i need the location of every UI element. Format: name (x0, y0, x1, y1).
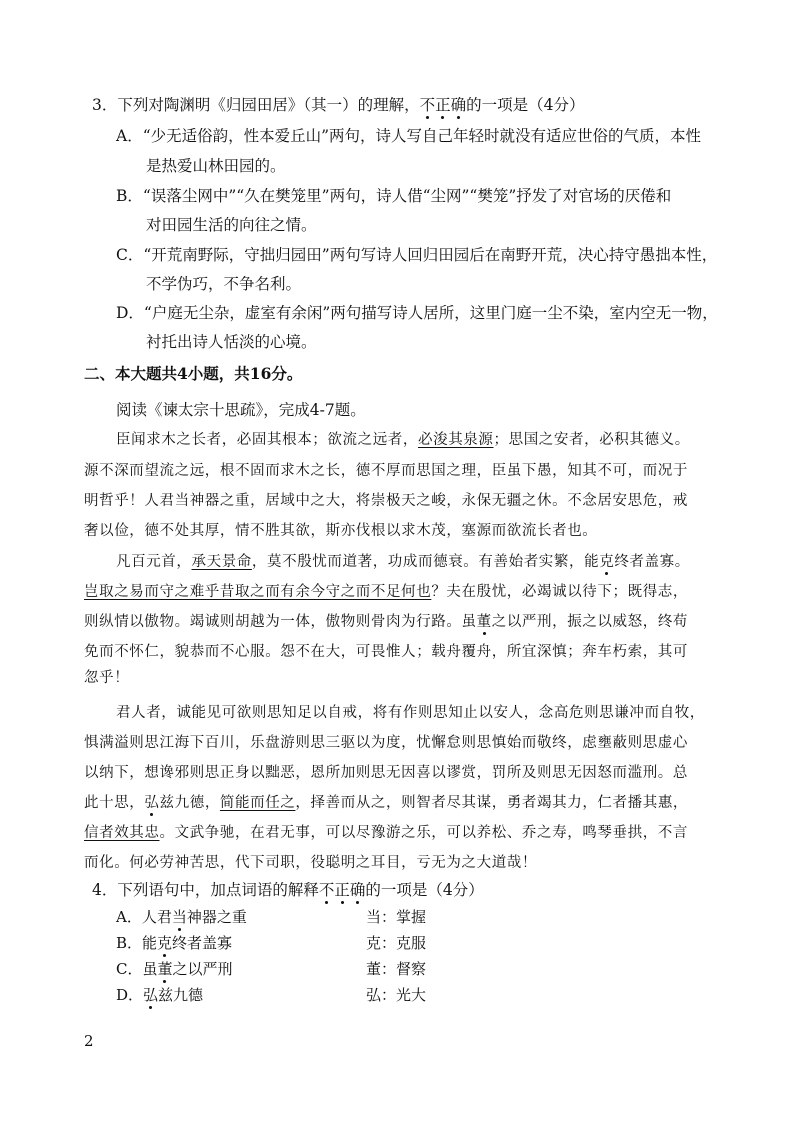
passage-line: 惧满溢则思江海下百川，乐盘游则思三驱以为度，忧懈怠则思慎始而敬终，虑壅蔽则思虚心 (84, 735, 688, 751)
passage-line: 凡百元首，承天景命，莫不殷忧而道著，功成而德衰。有善始者实繁，能克终者盖寡。 (116, 554, 690, 570)
dotted-char: 确 (450, 96, 467, 114)
passage-line: 此十思，弘兹九德，简能而任之，择善而从之，则智者尽其谋，勇者竭其力，仁者播其惠， (84, 795, 689, 811)
passage-line: 则纵情以傲物。竭诚则胡越为一体，傲物则骨肉为行路。虽董之以严刑，振之以威怒，终苟 (84, 614, 689, 630)
q3-option-d: D．“户庭无尘杂，虚室有余闲”两句描写诗人居所，这里门庭一尘不染，室内空无一物， (116, 304, 718, 322)
dotted-word: 当 (171, 908, 187, 926)
underlined-phrase: 承天景命 (191, 554, 252, 570)
q3-option-c: C．“开荒南野际，守拙归园田”两句写诗人回归田园后在南野开荒，决心持守愚拙本性， (116, 246, 718, 264)
underlined-phrase: 简能而任之 (219, 795, 296, 811)
q4-gloss-d: 弘：光大 (366, 986, 427, 1004)
q4-option-b: B．能克终者盖寡 (116, 934, 233, 952)
q3-option-b: B．“误落尘网中”“久在樊笼里”两句，诗人借“尘网”“樊笼”抒发了对官场的厌倦和 (116, 187, 672, 205)
dotted-word: 克 (599, 554, 615, 570)
dotted-word: 董 (476, 614, 492, 630)
passage-line: 君人者，诚能见可欲则思知足以自戒，将有作则思知止以安人，念高危则思谦冲而自牧， (116, 705, 705, 721)
dotted-word: 弘 (143, 986, 159, 1004)
passage-line: 岂取之易而守之难乎昔取之而有余今守之而不足何也？夫在殷忧，必竭诚以待下；既得志， (84, 584, 689, 600)
dotted-char: 正 (435, 96, 451, 114)
passage-line: 而化。何必劳神苦思，代下司职，役聪明之耳目，亏无为之大道哉！ (84, 855, 537, 871)
passage-line: 以纳下，想谗邪则思正身以黜恶，恩所加则思无因喜以谬赏，罚所及则思无因怒而滥刑。总 (84, 765, 688, 781)
emphasis-dots-text (319, 881, 366, 899)
q4-gloss-a: 当：掌握 (366, 908, 427, 926)
q4-option-d: D．弘兹九德 (116, 986, 204, 1004)
q4-option-a: A．人君当神器之重 (116, 908, 247, 926)
q3-option-a: A．“少无适俗韵，性本爱丘山”两句，诗人写自己年轻时就没有适应世俗的气质，本性 (116, 127, 702, 145)
page-number: 2 (84, 1032, 94, 1050)
passage-line: 臣闻求木之长者，必固其根本；欲流之远者，必浚其泉源；思国之安者，必积其德义。 (116, 432, 690, 448)
passage-line: 信者效其忠。文武争驰，在君无事，可以尽豫游之乐，可以养松、乔之寿，鸣琴垂拱，不言 (84, 825, 688, 841)
q3-stem: 3．下列对陶渊明《归园田居》（其一）的理解，不正确的一项是（4分） (92, 96, 585, 114)
q3-option-a-cont: 是热爱山林田园的。 (146, 157, 286, 175)
dotted-char: 不 (419, 96, 436, 114)
passage-line: 奢以俭，德不处其厚，情不胜其欲，斯亦伐根以求木茂，塞源而欲流长者也。 (84, 523, 598, 539)
section2-intro: 阅读《谏太宗十思疏》，完成4-7题。 (116, 401, 366, 419)
underlined-phrase: 必浚其泉源 (418, 432, 494, 448)
dotted-word: 弘 (144, 795, 160, 811)
dotted-char: 正 (334, 881, 350, 899)
passage-line: 免而不怀仁，貌恭而不心服。怨不在大，可畏惟人；载舟覆舟，所宜深慎；奔车朽索，其可 (84, 644, 688, 660)
passage-line: 明哲乎！人君当神器之重，居域中之大，将崇极天之峻，永保无疆之休。不念居安思危，戒 (84, 493, 688, 509)
underlined-phrase: 信者效其忠 (84, 825, 160, 841)
dotted-word: 克 (157, 934, 173, 952)
dotted-char: 确 (349, 881, 366, 899)
emphasis-dots-text (420, 96, 467, 114)
passage-line: 源不深而望流之远，根不固而求木之长，德不厚而思国之理，臣虽下愚，知其不可，而况于 (84, 463, 688, 479)
passage-line: 忽乎！ (84, 670, 130, 686)
section2-heading: 二、本大题共4小题，共16分。 (84, 364, 303, 383)
q4-stem: 4．下列语句中，加点词语的解释不正确的一项是（4分） (92, 881, 484, 899)
q3-option-b-cont: 对田园生活的向往之情。 (146, 216, 317, 234)
underlined-sentence: 岂取之易而守之难乎昔取之而有余今守之而不足何也 (84, 584, 432, 600)
dotted-char: 不 (318, 881, 335, 899)
q4-gloss-c: 董：督察 (366, 960, 427, 978)
q4-option-c: C．虽董之以严刑 (116, 960, 233, 978)
dotted-word: 董 (157, 960, 173, 978)
q3-option-d-cont: 衬托出诗人恬淡的心境。 (146, 333, 317, 351)
q3-option-c-cont: 不学伪巧，不争名利。 (146, 275, 302, 293)
q4-gloss-b: 克：克服 (366, 934, 427, 952)
